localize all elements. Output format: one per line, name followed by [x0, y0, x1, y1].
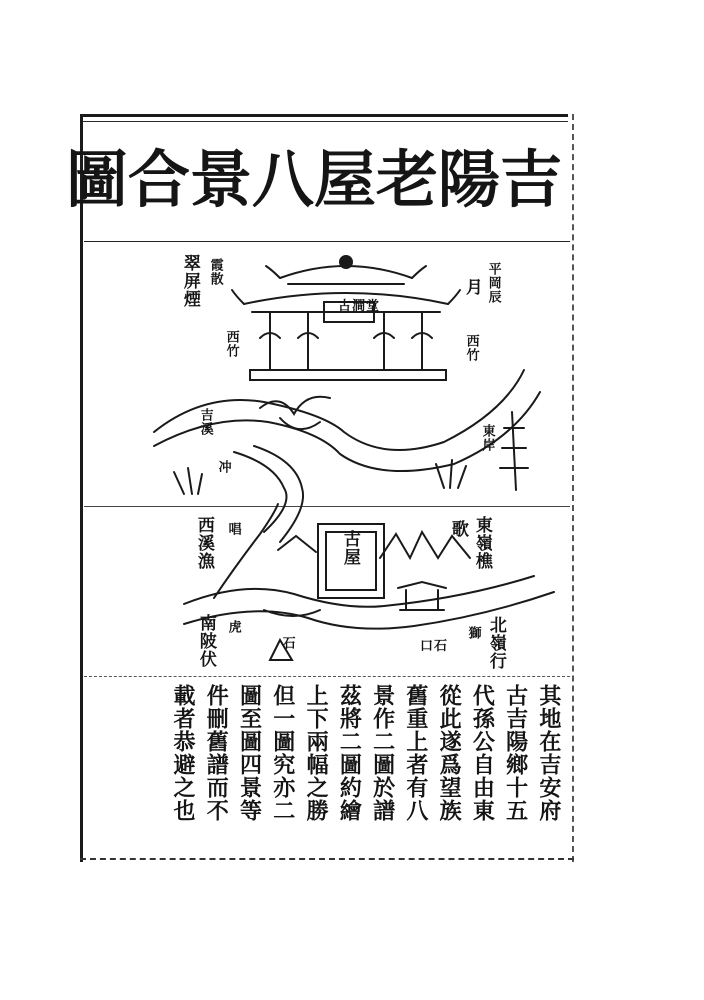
label-yue: 月	[461, 278, 482, 296]
label-hu: 虎	[225, 620, 241, 634]
frame-bottom-border	[80, 858, 574, 860]
crane-bird	[260, 397, 330, 414]
reeds-right	[436, 460, 466, 488]
label-pavilion-sign: 古澗堂	[338, 299, 381, 314]
title-char: 陽	[437, 143, 500, 216]
text-divider	[84, 676, 570, 677]
text-column: 舊重上者有八	[402, 684, 429, 822]
label-stone: 石	[279, 636, 295, 650]
title-char: 吉	[499, 143, 562, 216]
text-column: 茲將二圖約繪	[336, 684, 363, 822]
text-column: 代孫公自由東	[469, 684, 496, 822]
text-column: 古吉陽鄉十五	[502, 684, 529, 822]
label-ge: 歌	[447, 520, 468, 538]
text-column: 景作二圖於譜	[369, 684, 396, 822]
label-xixiyu: 西溪漁	[193, 516, 214, 570]
text-column: 載者恭避之也	[170, 684, 196, 822]
frame-top-inner-border	[80, 121, 568, 122]
river-lower	[184, 576, 534, 607]
pagoda	[500, 412, 528, 490]
title-char: 合	[127, 143, 190, 216]
label-dongling-qiao: 東嶺樵	[471, 516, 492, 570]
title-char: 屋	[313, 143, 376, 216]
label-nanpofu: 南陂伏	[195, 614, 216, 668]
label-chang: 唱	[225, 522, 241, 536]
title-char: 八	[251, 143, 314, 216]
label-beiling-xing: 北嶺行	[485, 616, 506, 670]
label-guwu: 古屋	[339, 530, 360, 566]
label-jixi: 吉溪	[197, 408, 213, 436]
label-left-bamboo: 西竹	[223, 330, 239, 358]
title-char: 老	[375, 143, 438, 216]
reeds-left	[174, 468, 202, 494]
frame-left-border	[80, 114, 83, 862]
small-pavilion	[398, 582, 446, 610]
label-dongan: 東岸	[479, 424, 495, 452]
landscape-illustration	[84, 242, 570, 676]
title-char: 景	[189, 143, 252, 216]
text-column: 圖至圖四景等	[236, 684, 263, 822]
text-column: 件刪舊譜而不	[203, 684, 230, 822]
frame-right-border	[572, 114, 574, 862]
label-xiasan: 霞散	[207, 258, 223, 286]
text-column: 從此遂爲望族	[436, 684, 463, 822]
roof-finial	[340, 256, 352, 268]
stream-branch	[234, 452, 287, 532]
label-pinggangchen: 平岡辰	[485, 262, 501, 304]
caption-text	[172, 684, 560, 854]
title-char: 圖	[65, 143, 128, 216]
label-koushi: 口石	[420, 639, 449, 654]
text-column: 上下兩幅之勝	[303, 684, 330, 822]
label-right-bamboo: 西竹	[463, 334, 479, 362]
label-shi: 獅	[465, 626, 481, 640]
pavilion-base	[250, 370, 446, 380]
label-cuipingyan: 翠屏煙	[179, 254, 200, 308]
label-chung: 冲	[215, 460, 231, 474]
page-title	[65, 128, 562, 232]
text-column: 其地在吉安府	[535, 684, 562, 822]
west-stream	[214, 504, 278, 598]
text-column: 但一圖究亦二	[269, 684, 296, 822]
frame-top-border	[80, 114, 568, 117]
